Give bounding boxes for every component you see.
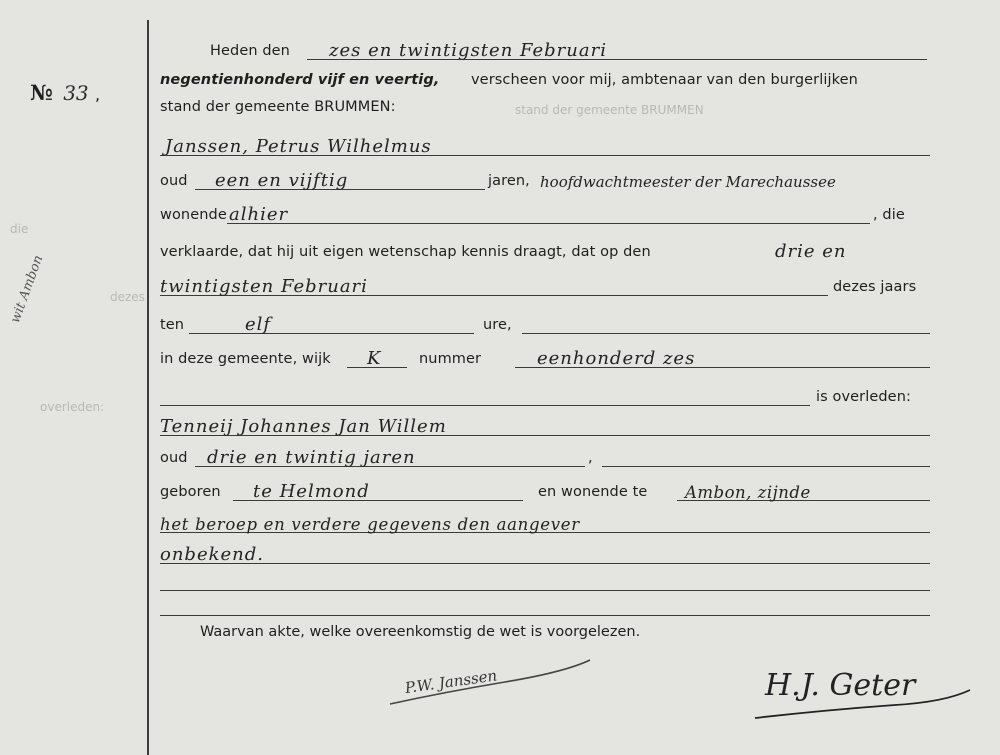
form-line (157, 478, 932, 504)
form-line (157, 345, 932, 371)
form-label: verklaarde, dat hij uit eigen wetenschap kennis draagt, dat op den (160, 244, 651, 260)
form-line (157, 568, 932, 594)
form-line (157, 541, 932, 567)
record-number (30, 80, 100, 105)
form-line (157, 413, 932, 439)
fill-line (160, 405, 810, 406)
form-line (157, 383, 932, 409)
handwritten-remarks-cont: onbekend. (160, 544, 265, 565)
form-label: oud (160, 450, 188, 466)
fill-line (160, 615, 930, 616)
handwritten-declarant-name: Janssen, Petrus Wilhelmus (165, 136, 432, 157)
form-line (157, 167, 932, 193)
form-label: ten (160, 317, 185, 333)
form-label: , (588, 450, 593, 466)
handwritten-house-number: eenhonderd zes (537, 348, 696, 369)
form-label: in deze gemeente, wijk (160, 351, 331, 367)
fill-line (160, 590, 930, 591)
handwritten-deceased-age: drie en twintig jaren (207, 447, 416, 468)
record-number-value: 33 (63, 81, 89, 105)
fill-line (227, 223, 870, 224)
handwritten-birthplace: te Helmond (253, 481, 370, 502)
form-line (157, 93, 932, 119)
handwritten-death-date: twintigsten Februari (160, 276, 368, 297)
handwritten-date: zes en twintigsten Februari (329, 40, 607, 61)
signature-scribble (745, 650, 980, 730)
bleed-through-text: overleden: (40, 400, 105, 414)
form-label: verscheen voor mij, ambtenaar van den burgerlijken (471, 72, 858, 88)
record-number-suffix: , (95, 85, 101, 104)
form-label: dezes jaars (833, 279, 917, 295)
form-label: ure, (483, 317, 512, 333)
bleed-through-text: stand der gemeente BRUMMEN (515, 103, 704, 117)
form-label: en wonende te (538, 484, 648, 500)
bleed-through-text: die (10, 222, 29, 236)
margin-annotation: wit Ambon (8, 253, 47, 326)
official-signature (745, 650, 980, 730)
form-label: , die (873, 207, 905, 223)
form-label: nummer (419, 351, 482, 367)
form-label: jaren, (488, 173, 530, 189)
handwritten-day: drie en (775, 241, 847, 262)
form-line (157, 133, 932, 159)
margin-divider (147, 20, 149, 755)
form-line (157, 311, 932, 337)
number-sign: № (30, 80, 53, 105)
fill-line (189, 333, 474, 334)
closing-statement: Waarvan akte, welke overeenkomstig de wet is voorgelezen. (200, 624, 641, 640)
handwritten-ward: K (367, 348, 382, 369)
handwritten-declarant-age: een en vijftig (215, 170, 349, 191)
bleed-through-text: dezes (110, 290, 145, 304)
form-label: Heden den (210, 43, 290, 59)
form-label: oud (160, 173, 188, 189)
form-line (157, 444, 932, 470)
declarant-signature-text: P.W. Janssen (403, 666, 499, 698)
form-label: is overleden: (816, 389, 911, 405)
form-line (157, 201, 932, 227)
fill-line (160, 563, 930, 564)
handwritten-residence: Ambon, zijnde (685, 483, 811, 502)
official-signature-text: H.J. Geter (765, 668, 916, 703)
handwritten-deceased-name: Tenneij Johannes Jan Willem (160, 416, 447, 437)
form-label: stand der gemeente BRUMMEN: (160, 99, 396, 115)
form-line (157, 510, 932, 536)
handwritten-declarant-residence: alhier (229, 204, 289, 225)
handwritten-declarant-occupation: hoofdwachtmeester der Marechaussee (540, 173, 836, 191)
form-line (157, 37, 932, 63)
handwritten-time: elf (245, 314, 272, 335)
form-line (157, 273, 932, 299)
fill-line (602, 466, 930, 467)
handwritten-remarks: het beroep en verdere gegevens den aangever (160, 515, 580, 534)
form-line (157, 238, 932, 264)
form-label: geboren (160, 484, 221, 500)
form-label-year: negentienhonderd vijf en veertig, (160, 72, 440, 88)
form-label: wonende (160, 207, 227, 223)
fill-line (522, 333, 930, 334)
declarant-signature (385, 652, 595, 712)
form-line (157, 593, 932, 619)
signature-scribble (385, 652, 595, 712)
form-line (157, 66, 932, 92)
